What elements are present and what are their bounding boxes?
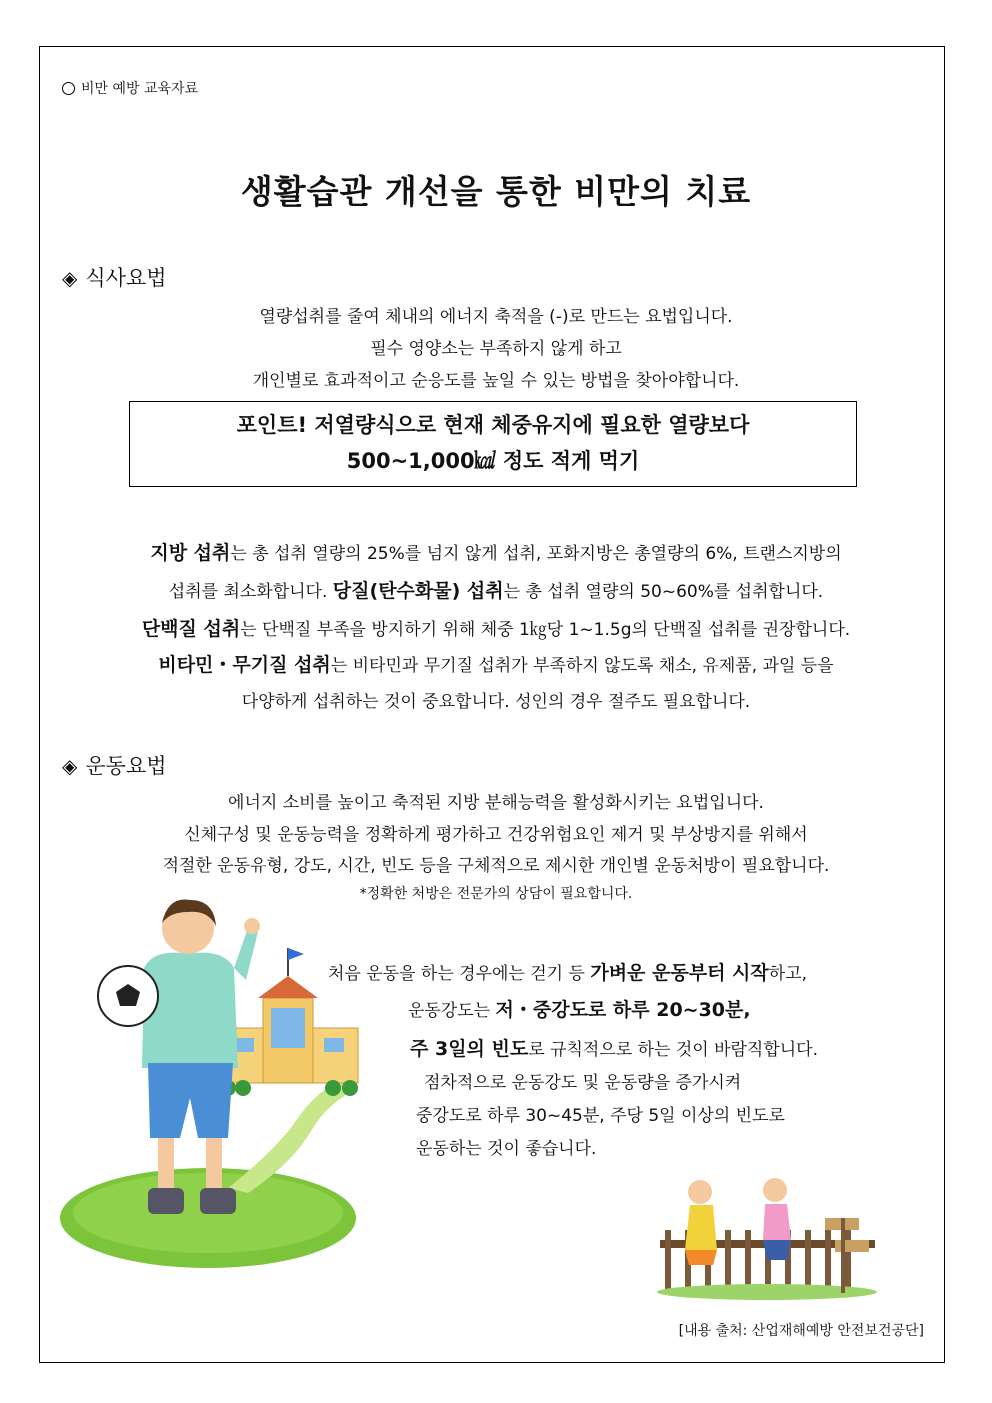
diet-intro-line: 개인별로 효과적이고 순응도를 높일 수 있는 방법을 찾아야합니다. xyxy=(252,371,740,391)
begin-pre: 처음 운동을 하는 경우에는 걷기 등 xyxy=(328,964,591,984)
frequency-bold: 주 3일의 빈도 xyxy=(410,1038,529,1060)
exercise-intro-line: 적절한 운동유형, 강도, 시간, 빈도 등을 구체적으로 제시한 개인별 운동처방이 필요합니다. xyxy=(162,856,830,876)
vitamin-paragraph xyxy=(0,650,992,677)
intensity-line xyxy=(408,995,751,1022)
vitamin-paragraph-cont: 다양하게 섭취하는 것이 중요합니다. 성인의 경우 절주도 필요합니다. xyxy=(241,692,751,712)
diamond-icon: ◈ xyxy=(62,266,78,290)
protein-text: 는 단백질 부족을 방지하기 위해 체중 1㎏당 1~1.5g의 단백질 섭취를 권장합니다. xyxy=(240,620,851,640)
diet-heading-text: 식사요법 xyxy=(85,266,167,290)
carb-text: 는 총 섭취 열량의 50~60%를 섭취합니다. xyxy=(503,582,824,602)
exercise-note: *정확한 처방은 전문가의 상담이 필요합니다. xyxy=(359,886,633,902)
point-line: 500~1,000㎉ 정도 적게 먹기 xyxy=(346,449,640,473)
progress-line: 운동하는 것이 좋습니다. xyxy=(416,1139,597,1159)
frequency-line xyxy=(410,1034,818,1061)
frequency-post: 로 규칙적으로 하는 것이 바람직합니다. xyxy=(528,1040,819,1060)
document-label xyxy=(62,78,198,98)
protein-label: 단백질 섭취 xyxy=(141,618,241,640)
diamond-icon: ◈ xyxy=(62,754,78,778)
progress-line: 중강도로 하루 30~45분, 주당 5일 이상의 빈도로 xyxy=(416,1106,785,1126)
exercise-heading-text: 운동요법 xyxy=(85,754,167,778)
fat-text-cont: 섭취를 최소화합니다. xyxy=(168,582,333,602)
diet-intro-line: 필수 영양소는 부족하지 않게 하고 xyxy=(370,339,622,359)
begin-line xyxy=(328,958,807,985)
circle-bullet-icon xyxy=(62,82,75,95)
point-line: 포인트! 저열량식으로 현재 체중유지에 필요한 열량보다 xyxy=(236,413,750,437)
intensity-pre: 운동강도는 xyxy=(408,1001,496,1021)
exercise-intro-line: 에너지 소비를 높이고 축적된 지방 분해능력을 활성화시키는 요법입니다. xyxy=(228,793,764,813)
vitamin-label: 비타민・무기질 섭취 xyxy=(158,654,331,676)
vitamin-text: 는 비타민과 무기질 섭취가 부족하지 않도록 채소, 유제품, 과일 등을 xyxy=(330,656,834,676)
fat-paragraph xyxy=(0,538,992,565)
progress-line: 점차적으로 운동강도 및 운동량을 증가시켜 xyxy=(424,1073,742,1093)
begin-post: 하고, xyxy=(768,964,808,984)
carb-label: 당질(탄수화물) 섭취 xyxy=(332,580,504,602)
intensity-bold: 저・중강도로 하루 20~30분, xyxy=(495,999,751,1021)
carb-paragraph xyxy=(0,576,992,603)
begin-bold: 가벼운 운동부터 시작 xyxy=(590,962,769,984)
section-heading-diet xyxy=(62,262,167,292)
fat-label: 지방 섭취 xyxy=(150,542,231,564)
kids-stretching-illustration xyxy=(655,1160,880,1300)
document-label-text: 비만 예방 교육자료 xyxy=(81,81,199,97)
exercise-intro-line: 신체구성 및 운동능력을 정확하게 평가하고 건강위험요인 제거 및 부상방지를 위해서 xyxy=(184,825,808,845)
point-box xyxy=(129,401,857,487)
section-heading-exercise xyxy=(62,750,167,780)
fat-text: 는 총 섭취 열량의 25%를 넘지 않게 섭취, 포화지방은 총열량의 6%, 트랜스지방의 xyxy=(230,544,842,564)
boy-soccer-illustration xyxy=(58,888,378,1268)
protein-paragraph xyxy=(0,614,992,641)
source-citation: [내용 출처: 산업재해예방 안전보건공단] xyxy=(678,1323,924,1339)
page-title: 생활습관 개선을 통한 비만의 치료 xyxy=(240,172,752,211)
diet-intro-line: 열량섭취를 줄여 체내의 에너지 축적을 (-)로 만드는 요법입니다. xyxy=(259,307,733,327)
